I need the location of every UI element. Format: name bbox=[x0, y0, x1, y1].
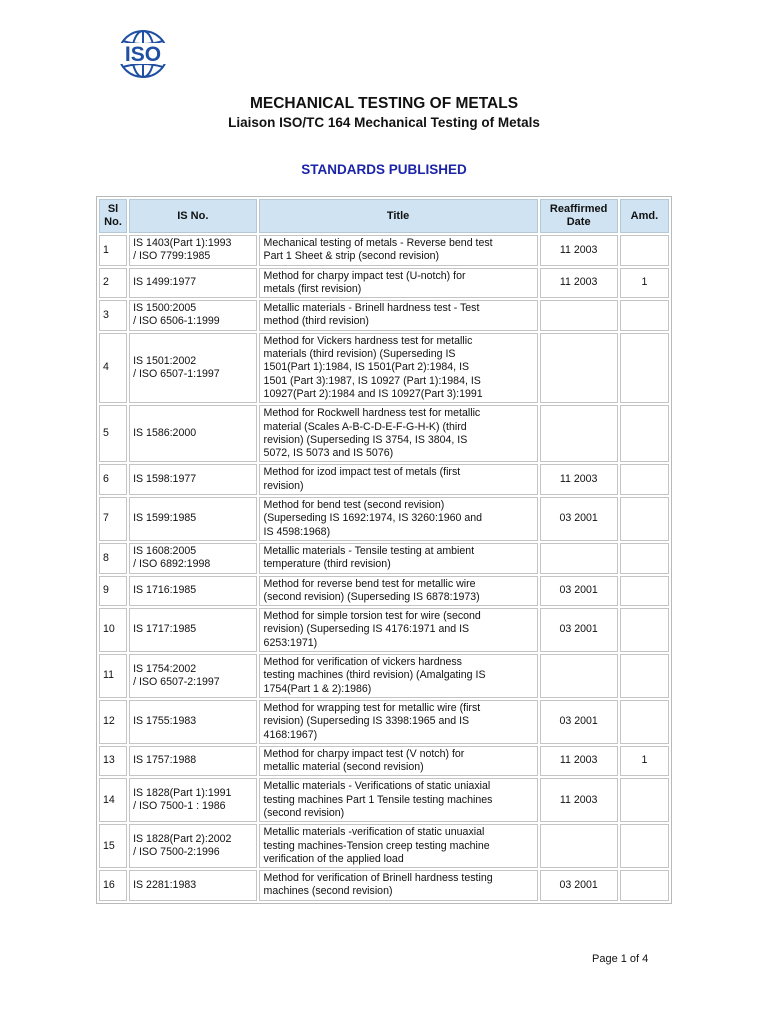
cell-sl-no: 5 bbox=[99, 405, 127, 462]
cell-title bbox=[259, 543, 538, 574]
cell-is-no bbox=[129, 746, 256, 777]
title-line: Method for reverse bend test for metallic wire bbox=[263, 577, 476, 590]
cell-reaffirmed-date bbox=[540, 654, 618, 698]
is-no-line: IS 1608:2005 bbox=[133, 544, 197, 557]
table-row bbox=[99, 543, 669, 574]
cell-is-no bbox=[129, 700, 256, 744]
cell-title bbox=[259, 235, 538, 266]
cell-reaffirmed-date: 11 2003 bbox=[540, 235, 618, 266]
cell-sl-no: 3 bbox=[99, 300, 127, 331]
cell-amd bbox=[620, 543, 669, 574]
cell-reaffirmed-date bbox=[540, 333, 618, 403]
title-line: revision) (Superseding IS 3398:1965 and IS bbox=[263, 715, 470, 728]
table-row bbox=[99, 654, 669, 698]
title-line: testing machines Part 1 Tensile testing machines bbox=[263, 793, 493, 806]
cell-amd bbox=[620, 778, 669, 822]
is-no-line: IS 1598:1977 bbox=[133, 473, 197, 486]
is-no-line: IS 1828(Part 1):1991 bbox=[133, 787, 232, 800]
cell-reaffirmed-date bbox=[540, 543, 618, 574]
header-reaffirmed-date bbox=[540, 199, 618, 233]
cell-is-no bbox=[129, 268, 256, 299]
title-line: 4168:1967) bbox=[263, 728, 318, 741]
table-row bbox=[99, 824, 669, 868]
is-no-line: / ISO 6506-1:1999 bbox=[133, 315, 220, 328]
is-no-line: IS 1501:2002 bbox=[133, 354, 197, 367]
title-line: material (Scales A-B-C-D-E-F-G-H-K) (third bbox=[263, 420, 467, 433]
title-line: revision) bbox=[263, 479, 304, 492]
cell-amd bbox=[620, 824, 669, 868]
table-row bbox=[99, 870, 669, 901]
is-no-line: / ISO 6892:1998 bbox=[133, 558, 211, 571]
cell-is-no bbox=[129, 870, 256, 901]
cell-amd bbox=[620, 497, 669, 541]
cell-title bbox=[259, 300, 538, 331]
cell-is-no bbox=[129, 464, 256, 495]
cell-sl-no: 13 bbox=[99, 746, 127, 777]
is-no-line: / ISO 7799:1985 bbox=[133, 250, 211, 263]
cell-sl-no: 15 bbox=[99, 824, 127, 868]
cell-amd bbox=[620, 870, 669, 901]
cell-reaffirmed-date: 03 2001 bbox=[540, 608, 618, 652]
header-reaffirmed-line-1: Reaffirmed bbox=[549, 203, 608, 215]
table-row bbox=[99, 405, 669, 462]
cell-amd bbox=[620, 654, 669, 698]
header-amd: Amd. bbox=[620, 199, 669, 233]
cell-sl-no: 6 bbox=[99, 464, 127, 495]
cell-amd bbox=[620, 576, 669, 607]
cell-amd bbox=[620, 405, 669, 462]
table-row bbox=[99, 746, 669, 777]
table-row bbox=[99, 778, 669, 822]
table-row bbox=[99, 333, 669, 403]
cell-reaffirmed-date: 03 2001 bbox=[540, 497, 618, 541]
cell-sl-no: 10 bbox=[99, 608, 127, 652]
is-no-line: / ISO 6507-2:1997 bbox=[133, 675, 220, 688]
title-line: Method for bend test (second revision) bbox=[263, 499, 445, 512]
page-subtitle: Liaison ISO/TC 164 Mechanical Testing of Metals bbox=[228, 115, 540, 130]
is-no-line: IS 1599:1985 bbox=[133, 512, 197, 525]
cell-amd bbox=[620, 333, 669, 403]
table-row bbox=[99, 576, 669, 607]
cell-title bbox=[259, 824, 538, 868]
title-line: testing machines (third revision) (Amalgating IS bbox=[263, 669, 486, 682]
cell-reaffirmed-date: 03 2001 bbox=[540, 870, 618, 901]
cell-sl-no: 4 bbox=[99, 333, 127, 403]
cell-reaffirmed-date: 11 2003 bbox=[540, 268, 618, 299]
title-line: verification of the applied load bbox=[263, 852, 404, 865]
title-line: machines (second revision) bbox=[263, 885, 393, 898]
is-no-line: IS 1717:1985 bbox=[133, 623, 197, 636]
is-no-line: IS 1716:1985 bbox=[133, 584, 197, 597]
cell-is-no bbox=[129, 576, 256, 607]
cell-amd bbox=[620, 300, 669, 331]
cell-title bbox=[259, 464, 538, 495]
cell-sl-no: 2 bbox=[99, 268, 127, 299]
title-line: 1501 (Part 3):1987, IS 10927 (Part 1):1984, IS bbox=[263, 374, 481, 387]
is-no-line: IS 1755:1983 bbox=[133, 715, 197, 728]
is-no-line: IS 1403(Part 1):1993 bbox=[133, 237, 232, 249]
cell-reaffirmed-date: 03 2001 bbox=[540, 576, 618, 607]
table-header-row bbox=[99, 199, 669, 233]
cell-title bbox=[259, 870, 538, 901]
cell-is-no bbox=[129, 778, 256, 822]
cell-title bbox=[259, 497, 538, 541]
title-line: 6253:1971) bbox=[263, 636, 318, 649]
cell-title bbox=[259, 608, 538, 652]
title-line: temperature (third revision) bbox=[263, 558, 391, 571]
cell-sl-no: 16 bbox=[99, 870, 127, 901]
title-line: revision) (Superseding IS 4176:1971 and IS bbox=[263, 623, 470, 636]
title-line: metallic material (second revision) bbox=[263, 761, 424, 774]
header-title: Title bbox=[259, 199, 538, 233]
cell-amd bbox=[620, 464, 669, 495]
title-line: 10927(Part 2):1984 and IS 10927(Part 3):1991 bbox=[263, 387, 483, 400]
title-line: Mechanical testing of metals - Reverse bend test bbox=[263, 237, 493, 249]
cell-title bbox=[259, 268, 538, 299]
cell-sl-no: 14 bbox=[99, 778, 127, 822]
cell-is-no bbox=[129, 405, 256, 462]
title-line: method (third revision) bbox=[263, 315, 369, 328]
table-row bbox=[99, 700, 669, 744]
table-row bbox=[99, 268, 669, 299]
title-line: Method for simple torsion test for wire (second bbox=[263, 610, 481, 623]
standards-table bbox=[96, 196, 672, 904]
is-no-line: IS 1828(Part 2):2002 bbox=[133, 832, 232, 845]
cell-reaffirmed-date bbox=[540, 824, 618, 868]
is-no-line: IS 1754:2002 bbox=[133, 662, 197, 675]
cell-title bbox=[259, 405, 538, 462]
header-sl-no bbox=[99, 199, 127, 233]
cell-amd bbox=[620, 235, 669, 266]
cell-reaffirmed-date: 11 2003 bbox=[540, 746, 618, 777]
header-reaffirmed-line-2: Date bbox=[566, 216, 591, 228]
cell-sl-no: 1 bbox=[99, 235, 127, 266]
title-line: Metallic materials - Brinell hardness test - Test bbox=[263, 302, 480, 315]
table-row bbox=[99, 608, 669, 652]
is-no-line: IS 1586:2000 bbox=[133, 427, 197, 440]
title-line: metals (first revision) bbox=[263, 282, 362, 295]
cell-reaffirmed-date: 11 2003 bbox=[540, 778, 618, 822]
standards-table-container bbox=[96, 196, 672, 904]
cell-sl-no: 8 bbox=[99, 543, 127, 574]
title-line: (Superseding IS 1692:1974, IS 3260:1960 and bbox=[263, 512, 483, 525]
cell-is-no bbox=[129, 333, 256, 403]
is-no-line: / ISO 7500-2:1996 bbox=[133, 846, 220, 859]
table-row bbox=[99, 300, 669, 331]
title-line: 1501(Part 1):1984, IS 1501(Part 2):1984, IS bbox=[263, 361, 470, 374]
title-line: Metallic materials -verification of static unuaxial bbox=[263, 826, 485, 839]
title-line: Method for verification of vickers hardness bbox=[263, 656, 462, 669]
cell-is-no bbox=[129, 235, 256, 266]
title-line: materials (third revision) (Superseding IS bbox=[263, 348, 456, 361]
cell-reaffirmed-date: 03 2001 bbox=[540, 700, 618, 744]
title-line: Part 1 Sheet & strip (second revision) bbox=[263, 250, 440, 263]
header-sl-line-1: Sl bbox=[107, 203, 119, 215]
cell-sl-no: 11 bbox=[99, 654, 127, 698]
title-line: Metallic materials - Verifications of static uniaxial bbox=[263, 780, 491, 793]
title-line: Method for verification of Brinell hardness testing bbox=[263, 872, 493, 885]
cell-sl-no: 7 bbox=[99, 497, 127, 541]
is-no-line: IS 2281:1983 bbox=[133, 878, 197, 891]
cell-sl-no: 9 bbox=[99, 576, 127, 607]
cell-title bbox=[259, 333, 538, 403]
iso-logo-text: ISO bbox=[124, 43, 162, 66]
iso-logo bbox=[113, 28, 173, 80]
title-line: Method for izod impact test of metals (first bbox=[263, 466, 461, 479]
cell-reaffirmed-date bbox=[540, 405, 618, 462]
cell-is-no bbox=[129, 497, 256, 541]
cell-title bbox=[259, 746, 538, 777]
cell-is-no bbox=[129, 543, 256, 574]
cell-title bbox=[259, 654, 538, 698]
cell-title bbox=[259, 700, 538, 744]
header-is-no: IS No. bbox=[129, 199, 256, 233]
is-no-line: / ISO 7500-1 : 1986 bbox=[133, 800, 226, 813]
title-line: Method for charpy impact test (U-notch) for bbox=[263, 269, 466, 282]
table-row bbox=[99, 235, 669, 266]
cell-title bbox=[259, 576, 538, 607]
title-line: (second revision) bbox=[263, 806, 345, 819]
cell-amd bbox=[620, 700, 669, 744]
cell-is-no bbox=[129, 300, 256, 331]
title-line: IS 4598:1968) bbox=[263, 525, 331, 538]
section-title: STANDARDS PUBLISHED bbox=[301, 162, 467, 177]
is-no-line: IS 1499:1977 bbox=[133, 276, 197, 289]
title-line: 1754(Part 1 & 2):1986) bbox=[263, 682, 372, 695]
title-line: (second revision) (Superseding IS 6878:1973) bbox=[263, 590, 480, 603]
title-line: revision) (Superseding IS 3754, IS 3804, IS bbox=[263, 433, 468, 446]
cell-sl-no: 12 bbox=[99, 700, 127, 744]
title-line: 5072, IS 5073 and IS 5076) bbox=[263, 447, 394, 460]
title-line: Method for charpy impact test (V notch) for bbox=[263, 747, 465, 760]
title-line: testing machines-Tension creep testing machine bbox=[263, 839, 490, 852]
cell-is-no bbox=[129, 824, 256, 868]
page-number: Page 1 of 4 bbox=[592, 953, 649, 965]
table-row bbox=[99, 497, 669, 541]
cell-title bbox=[259, 778, 538, 822]
is-no-line: IS 1757:1988 bbox=[133, 754, 197, 767]
page-title: MECHANICAL TESTING OF METALS bbox=[249, 95, 519, 112]
is-no-line: IS 1500:2005 bbox=[133, 302, 197, 315]
cell-amd: 1 bbox=[620, 746, 669, 777]
cell-amd bbox=[620, 608, 669, 652]
cell-is-no bbox=[129, 608, 256, 652]
table-row bbox=[99, 464, 669, 495]
title-line: Method for wrapping test for metallic wire (first bbox=[263, 701, 481, 714]
title-line: Metallic materials - Tensile testing at ambient bbox=[263, 544, 475, 557]
title-line: Method for Vickers hardness test for metallic bbox=[263, 334, 473, 347]
is-no-line: / ISO 6507-1:1997 bbox=[133, 368, 220, 381]
cell-reaffirmed-date: 11 2003 bbox=[540, 464, 618, 495]
header-sl-line-2: No. bbox=[104, 216, 122, 228]
cell-reaffirmed-date bbox=[540, 300, 618, 331]
title-line: Method for Rockwell hardness test for metallic bbox=[263, 407, 481, 420]
cell-is-no bbox=[129, 654, 256, 698]
cell-amd: 1 bbox=[620, 268, 669, 299]
